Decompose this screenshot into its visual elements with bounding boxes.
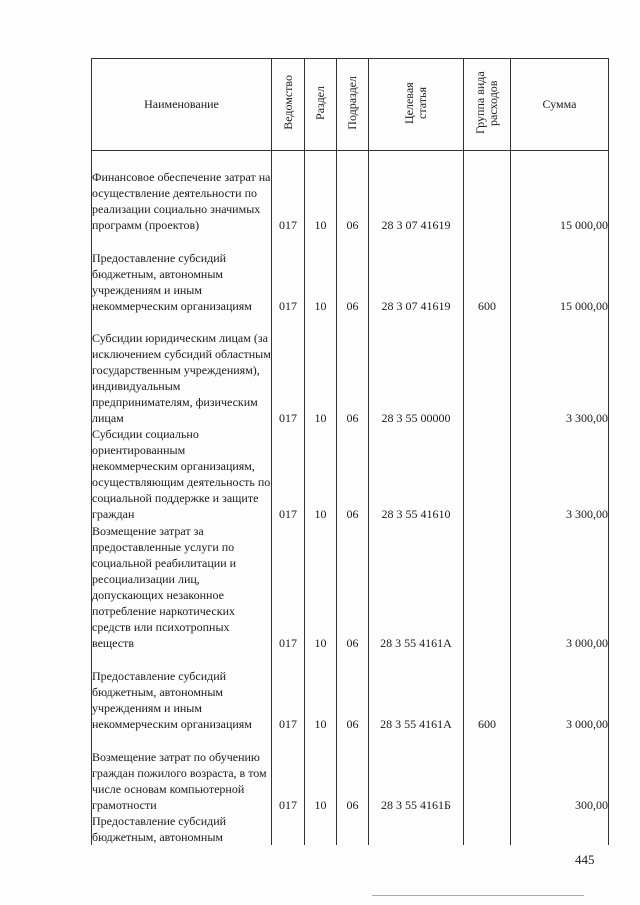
row-podrazdel: 06 <box>337 522 369 651</box>
table-header <box>92 59 609 151</box>
row-celevaya: 28 3 07 41619 <box>369 151 464 234</box>
header-razdel-text: Раздел <box>313 85 327 120</box>
row-podrazdel: 06 <box>337 426 369 522</box>
row-name: Предоставление субсидий бюджетным, автономным <box>92 813 272 845</box>
row-celevaya: 28 3 55 4161А <box>369 651 464 732</box>
row-podrazdel: 06 <box>337 314 369 426</box>
table-body <box>92 151 609 846</box>
row-podrazdel <box>337 813 369 845</box>
row-vedomstvo: 017 <box>272 314 305 426</box>
row-razdel <box>305 813 337 845</box>
row-summa <box>511 813 609 845</box>
table-row <box>92 426 609 522</box>
row-gruppa <box>464 151 511 234</box>
header-name-text: Наименование <box>144 97 219 111</box>
row-vedomstvo: 017 <box>272 732 305 813</box>
row-summa: 300,00 <box>511 732 609 813</box>
row-summa: 15 000,00 <box>511 233 609 314</box>
table-row <box>92 314 609 426</box>
header-celevaya-text: Целевая статья <box>402 81 429 124</box>
row-vedomstvo <box>272 813 305 845</box>
row-summa: 3 000,00 <box>511 651 609 732</box>
header-summa-text: Сумма <box>542 97 577 111</box>
row-podrazdel: 06 <box>337 151 369 234</box>
row-celevaya: 28 3 55 41610 <box>369 426 464 522</box>
row-name: Субсидии юридическим лицам (за исключением субсидий областным государственным учреждениям), индивидуальным предпринимателям, физическим лицам <box>92 314 272 426</box>
row-podrazdel: 06 <box>337 233 369 314</box>
row-vedomstvo: 017 <box>272 651 305 732</box>
row-gruppa <box>464 522 511 651</box>
row-celevaya <box>369 813 464 845</box>
header-gruppa <box>464 59 511 151</box>
header-podrazdel-text: Подраздел <box>345 75 359 130</box>
table-row <box>92 522 609 651</box>
header-vedomstvo-text: Ведомство <box>280 75 295 130</box>
row-summa: 15 000,00 <box>511 151 609 234</box>
row-name: Возмещение затрат за предоставленные услуги по социальной реабилитации и ресоциализации лиц, допускающих незаконное потребление наркотических средств или психотропных веществ <box>92 522 272 651</box>
row-gruppa: 600 <box>464 651 511 732</box>
row-celevaya: 28 3 55 4161А <box>369 522 464 651</box>
table-row <box>92 732 609 813</box>
row-razdel: 10 <box>305 314 337 426</box>
row-gruppa <box>464 426 511 522</box>
row-vedomstvo: 017 <box>272 151 305 234</box>
row-gruppa <box>464 314 511 426</box>
footer-divider <box>372 895 584 896</box>
header-razdel <box>305 59 337 151</box>
budget-table <box>91 58 609 845</box>
row-gruppa <box>464 732 511 813</box>
row-gruppa: 600 <box>464 233 511 314</box>
row-celevaya: 28 3 07 41619 <box>369 233 464 314</box>
header-celevaya <box>369 59 464 151</box>
table-row <box>92 813 609 845</box>
table-row <box>92 233 609 314</box>
row-podrazdel: 06 <box>337 732 369 813</box>
row-podrazdel: 06 <box>337 651 369 732</box>
row-razdel: 10 <box>305 522 337 651</box>
row-summa: 3 300,00 <box>511 426 609 522</box>
header-summa <box>511 59 609 151</box>
row-name: Субсидии социально ориентированным некоммерческим организациям, осуществляющим деятельность по социальной поддержке и защите граждан <box>92 427 271 521</box>
row-razdel: 10 <box>305 151 337 234</box>
row-celevaya: 28 3 55 4161Б <box>369 732 464 813</box>
page-number: 445 <box>575 852 595 867</box>
row-razdel: 10 <box>305 426 337 522</box>
row-summa: 3 300,00 <box>511 314 609 426</box>
row-name: Финансовое обеспечение затрат на осуществление деятельности по реализации социально значимых программ (проектов) <box>92 151 272 234</box>
row-gruppa <box>464 813 511 845</box>
table-row <box>92 651 609 732</box>
row-celevaya: 28 3 55 00000 <box>369 314 464 426</box>
row-razdel: 10 <box>305 651 337 732</box>
row-razdel: 10 <box>305 732 337 813</box>
row-name: Предоставление субсидий бюджетным, автономным учреждениям и иным некоммерческим организациям <box>92 651 272 732</box>
row-vedomstvo: 017 <box>272 426 305 522</box>
header-name <box>92 59 272 151</box>
row-vedomstvo: 017 <box>272 522 305 651</box>
header-vedomstvo <box>272 59 305 151</box>
row-razdel: 10 <box>305 233 337 314</box>
row-name: Предоставление субсидий бюджетным, автономным учреждениям и иным некоммерческим организациям <box>92 233 272 314</box>
table-row <box>92 151 609 234</box>
header-gruppa-text: Группа вида расходов <box>473 71 500 134</box>
header-podrazdel <box>337 59 369 151</box>
row-vedomstvo: 017 <box>272 233 305 314</box>
row-name: Возмещение затрат по обучению граждан пожилого возраста, в том числе основам компьютерной грамотности <box>92 732 272 813</box>
row-summa: 3 000,00 <box>511 522 609 651</box>
